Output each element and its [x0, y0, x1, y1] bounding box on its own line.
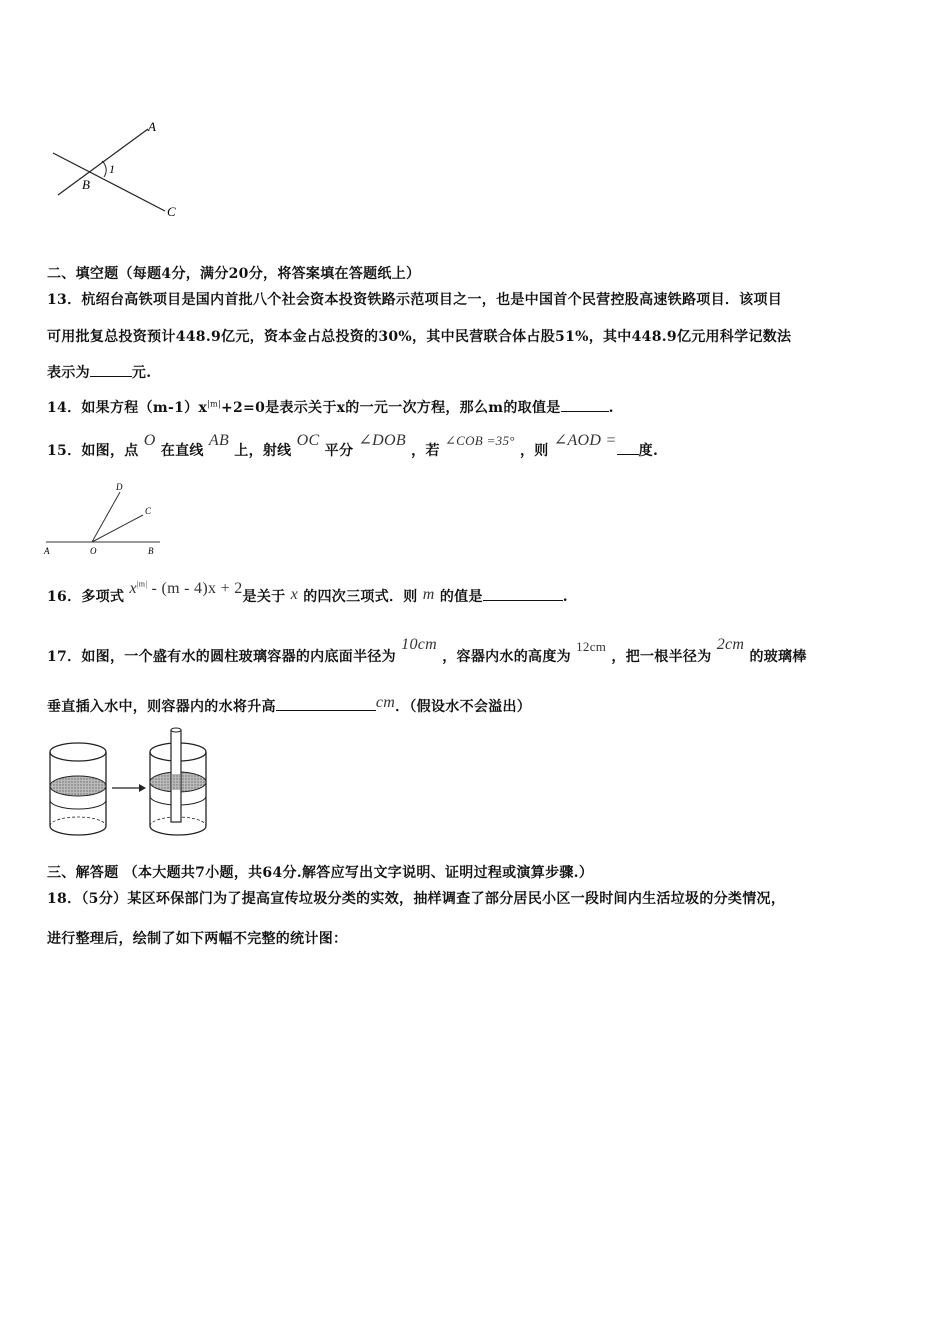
q18-line-1: 18．（5分）某区环保部门为了提高宣传垃圾分类的实效，抽样调查了部分居民小区一段时间内生活垃圾的分类情况，: [47, 891, 786, 907]
q14-text-a: 14．如果方程（m-1）x: [47, 400, 208, 416]
q15-text-4: 平分: [324, 443, 354, 459]
q18-line-2: 进行整理后，绘制了如下两幅不完整的统计图：: [47, 931, 348, 947]
q15-angle-AOD: ∠AOD =: [553, 432, 617, 449]
section-3-title: 三、解答题 （本大题共7小题，共64分.解答应写出文字说明、证明过程或演算步骤.）: [47, 865, 594, 881]
q16-exponent: |m|: [136, 579, 148, 589]
cylinder-before: [50, 743, 106, 835]
q16-line: [47, 579, 568, 606]
q17-text-2: ，容器内水的高度为: [442, 649, 571, 665]
q14-text-b: +2=0是表示关于x的一元一次方程，那么m的取值是: [220, 400, 561, 416]
q17-text-1: 17．如图，一个盛有水的圆柱玻璃容器的内底面半径为: [47, 649, 396, 665]
angle-figure-1: [40, 115, 190, 225]
q16-expression: - (m - 4)x + 2: [151, 580, 243, 597]
fig1-label-B: B: [82, 177, 90, 192]
q15-answer-blank[interactable]: [617, 453, 639, 455]
section-2-title: 二、填空题（每题4分，满分20分，将答案填在答题纸上）: [47, 266, 421, 282]
q17-answer-blank[interactable]: [276, 709, 376, 711]
q16-polynomial: [129, 580, 242, 597]
q15-text-5: ，若: [411, 443, 440, 459]
q15-text-3: 上，射线: [234, 443, 292, 459]
q16-text-2: 是关于: [242, 589, 286, 605]
q15-angle-DOB: ∠DOB: [358, 432, 406, 449]
q13-text-a: 表示为: [47, 365, 90, 381]
q17-text-5: 垂直插入水中，则容器内的水将升高: [47, 699, 276, 715]
fig15-label-A: A: [44, 546, 50, 556]
q17-line-2: [47, 696, 531, 716]
fig1-label-1: 1: [109, 162, 115, 176]
fig15-label-B: B: [148, 546, 154, 556]
q17-height: 12cm: [576, 639, 607, 654]
q15-text-1: 15．如图，点: [47, 443, 139, 459]
fig15-label-C: C: [145, 506, 152, 516]
q16-text-3: 的四次三项式．则: [303, 589, 418, 605]
q15-line: [47, 432, 659, 460]
q14-text-c: .: [608, 400, 614, 416]
angle-figure-15: [40, 478, 170, 558]
fig1-label-C: C: [167, 204, 176, 219]
q13-line-3: [47, 362, 151, 382]
q13-line-2: 可用批复总投资预计448.9亿元，资本金占总投资的30%，其中民营联合体占股51%，其中448.9亿元用科学记数法: [47, 329, 792, 345]
q15-point-O: O: [143, 432, 156, 449]
q17-text-6: ．（假设水不会溢出）: [395, 699, 532, 715]
q13-answer-blank[interactable]: [90, 375, 132, 377]
q17-line-1: [47, 636, 807, 666]
fig15-label-D: D: [116, 482, 123, 492]
q15-angle-COB: ∠COB =35°: [444, 433, 515, 448]
fig1-label-A: A: [148, 119, 156, 134]
q15-text-7: 度.: [638, 443, 659, 459]
q17-radius-2: 2cm: [716, 636, 745, 653]
q17-text-4: 的玻璃棒: [749, 649, 807, 665]
q16-text-4: 的值是: [439, 589, 483, 605]
q16-variable-x: x: [290, 586, 299, 603]
q15-text-6: ，则: [519, 443, 549, 459]
q17-radius-1: 10cm: [401, 636, 438, 653]
q14-answer-blank[interactable]: [561, 410, 609, 412]
q13-line-1: 13．杭绍台高铁项目是国内首批八个社会资本投资铁路示范项目之一，也是中国首个民营控股高速铁路项目．该项目: [47, 292, 783, 308]
q15-line-AB: AB: [208, 432, 230, 449]
cylinder-figure-17: [44, 724, 224, 840]
q13-text-b: 元.: [131, 365, 152, 381]
cylinder-after: [150, 728, 206, 835]
q16-x: x: [129, 580, 137, 597]
q16-variable-m: m: [422, 586, 435, 603]
fig15-label-O: O: [90, 546, 97, 556]
q16-answer-blank[interactable]: [483, 599, 563, 601]
q16-text-1: 16．多项式: [47, 589, 125, 605]
q17-text-3: ，把一根半径为: [611, 649, 712, 665]
q14-line: [47, 397, 614, 417]
q15-text-2: 在直线: [160, 443, 204, 459]
q17-unit: cm: [375, 694, 396, 711]
q16-text-5: .: [562, 589, 568, 605]
q15-ray-OC: OC: [296, 432, 320, 449]
q14-exponent: |m|: [207, 399, 221, 409]
